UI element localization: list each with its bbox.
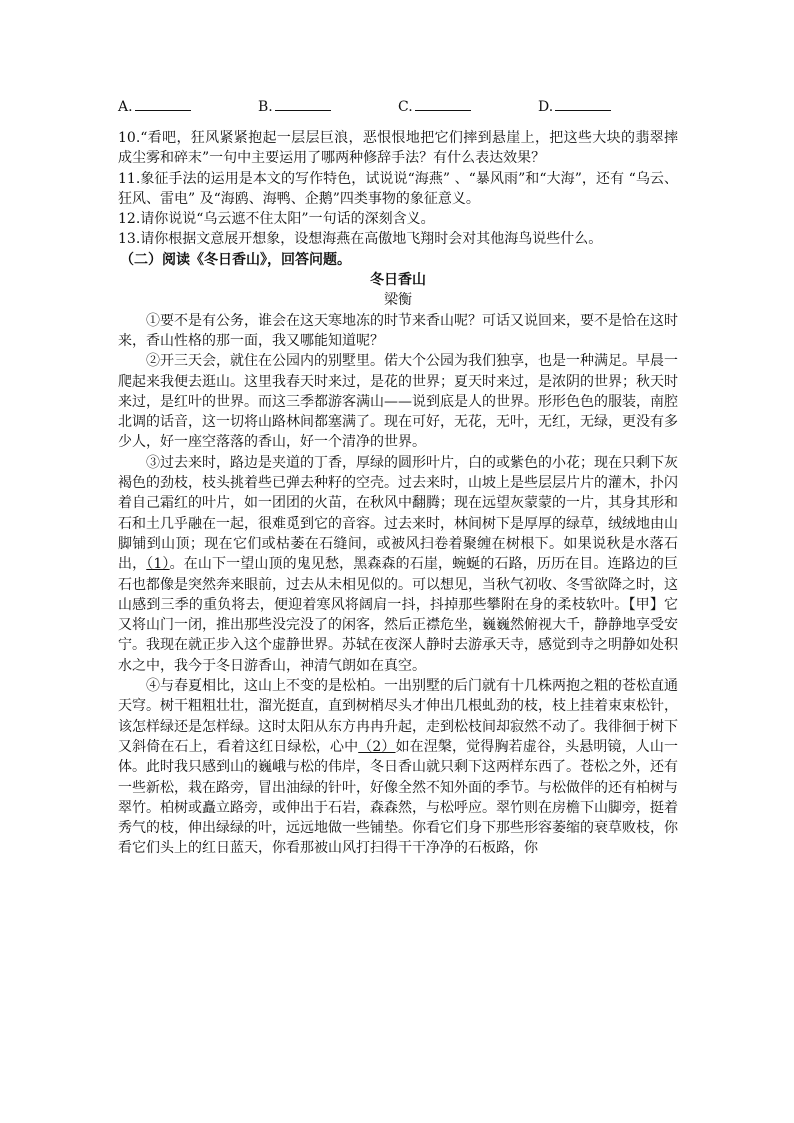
- paragraph-1: ①要不是有公务，谁会在这天寒地冻的时节来香山呢？可话又说回来，要不是恰在这时来，香山性格的那一面，我又哪能知道呢？: [118, 312, 678, 349]
- question-12: 12.请你说说“乌云遮不住太阳”一句话的深刻含义。: [118, 211, 435, 228]
- option-b: B.: [258, 96, 398, 118]
- document-page: [118, 96, 678, 859]
- paragraph-4: ④与春夏相比，这山上不变的是松柏。一出别墅的后门就有十几株两抱之粗的苍松直通天穹。树干粗粗壮壮，溜光挺直，直到树梢尽头才伸出几根虬劲的枝，枝上挂着束束松针，该怎样绿还是怎样绿。这时太阳从东方冉冉升起，走到松枝间却寂然不动了。我徘徊于树下又斜倚在石上，看着这红日绿松，心中（2）如在涅槃，觉得胸若虚谷，头悬明镜，人山一体。此时我只感到山的巍峨与松的伟岸，冬日香山就只剩下这两样东西了。苍松之外，还有一些新松，栽在路旁，冒出油绿的针叶，好像全然不知外面的季节。与松做伴的还有柏树与翠竹。柏树或矗立路旁，或伸出于石岩，森森然，与松呼应。翠竹则在房檐下山脚旁，挺着秀气的枝，伸出绿绿的叶，远远地做一些铺垫。你看它们身下那些形容萎缩的衰草败枝，你看它们头上的红日蓝天，你看那被山风打扫得干干净净的石板路，你: [118, 678, 679, 857]
- answer-options: [118, 96, 678, 118]
- answer-blank: [555, 96, 611, 111]
- option-c: C.: [398, 96, 538, 118]
- section-heading: （二）阅读《冬日香山》，回答问题。: [120, 251, 351, 268]
- fill-blank-1: （1）: [146, 556, 170, 573]
- question-10: 10.“看吧，狂风紧紧抱起一层层巨浪，恶恨恨地把它们摔到悬崖上，把这些大块的翡翠摔成尘雾和碎末”一句中主要运用了哪两种修辞手法？有什么表达效果？: [118, 130, 678, 167]
- answer-blank: [415, 96, 471, 111]
- option-a: A.: [118, 96, 258, 118]
- fill-blank-2: （2）: [358, 738, 396, 755]
- question-13: 13.请你根据文意展开想象，设想海燕在高傲地飞翔时会对其他海鸟说些什么。: [118, 231, 603, 248]
- paragraph-3: ③过去来时，路边是夹道的丁香，厚绿的圆形叶片，白的或紫色的小花；现在只剩下灰褐色的劲枝，枝头挑着些已弹去种籽的空壳。过去来时，山坡上是些层层片片的灌木，扑闪着自己霜红的叶片，如一团团的火苗，在秋风中翻腾；现在远望灰蒙蒙的一片，其身其形和石和土几乎融在一起，很难觅到它的音容。过去来时，林间树下是厚厚的绿草，绒绒地由山脚铺到山顶；现在它们或枯萎在石缝间，或被风扫卷着聚缠在树根下。如果说秋是水落石出，（1）。在山下一望山顶的鬼见愁，黑森森的石崖，蜿蜒的石路，历历在目。连路边的巨石也都像是突然奔来眼前，过去从未相见似的。可以想见，当秋气初收、冬雪欲降之时，这山感到三季的重负将去，便迎着寒风将阔肩一抖，抖掉那些攀附在身的柔枝软叶。【甲】它又将山门一闭，推出那些没完没了的闲客，然后正襟危坐，巍巍然俯视大千，静静地享受安宁。我现在就正步入这个虚静世界。苏轼在夜深人静时去游承天寺，感觉到寺之明静如处积水之中，我今于冬日游香山，神清气朗如在真空。: [118, 454, 679, 674]
- answer-blank: [135, 96, 191, 111]
- question-11: 11.象征手法的运用是本文的写作特色，试说说“海燕” 、“暴风雨”和“大海”，还有 “乌云、狂风、雷电” 及“海鸥、海鸭、企鹅”四类事物的象征意义。: [118, 170, 678, 207]
- paragraph-2: ②开三天会，就住在公园内的别墅里。偌大个公园为我们独享，也是一种满足。早晨一爬起来我便去逛山。这里我春天时来过，是花的世界；夏天时来过，是浓阴的世界；秋天时来过，是红叶的世界。而这三季都游客满山——说到底是人的世界。形形色色的服装，南腔北调的话音，这一切将山路林间都塞满了。现在可好，无花，无叶，无红，无绿，更没有多少人，好一座空落落的香山，好一个清净的世界。: [118, 353, 678, 451]
- article-title: 冬日香山: [370, 272, 426, 289]
- answer-blank: [275, 96, 331, 111]
- article-author: 梁衡: [384, 292, 412, 309]
- option-d: D.: [538, 96, 678, 118]
